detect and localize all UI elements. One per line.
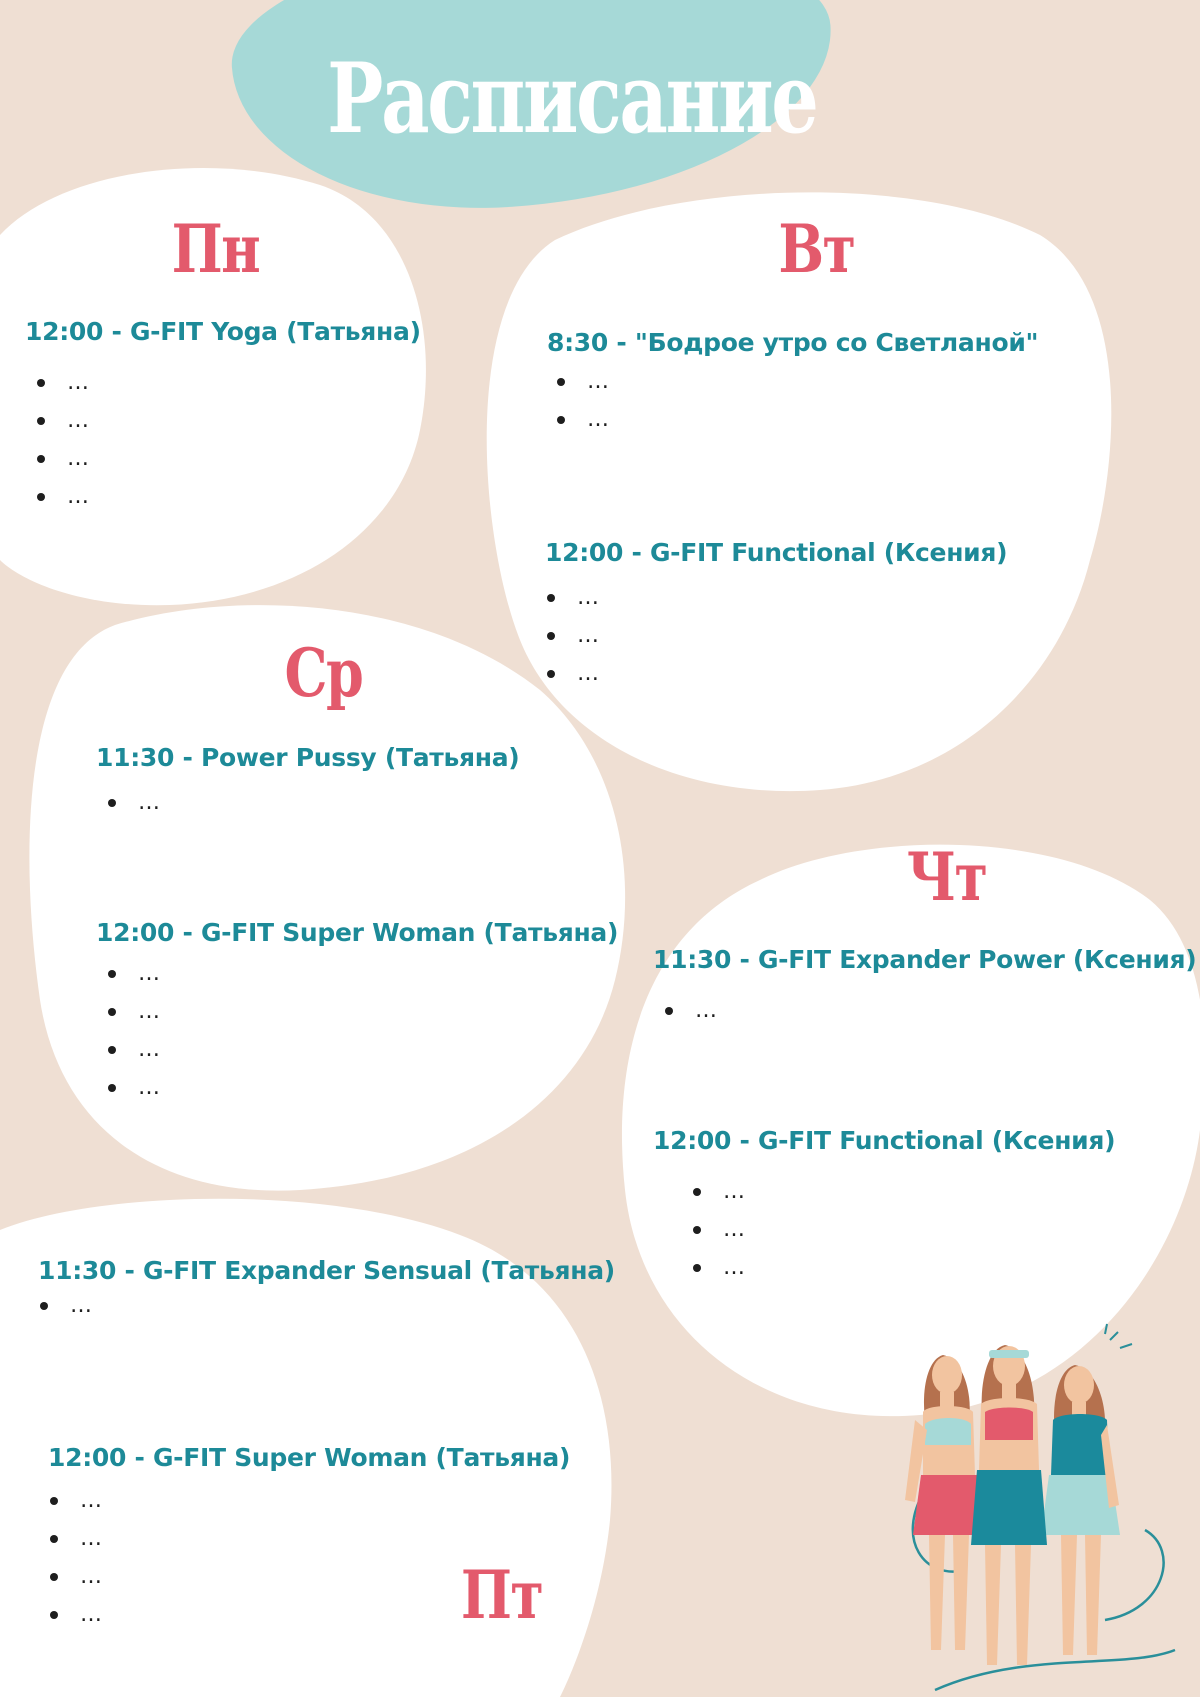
list-item: … bbox=[48, 1482, 638, 1520]
list-item: … bbox=[48, 1558, 638, 1596]
session-heading: 12:00 - G-FIT Super Woman (Татьяна) bbox=[96, 918, 619, 947]
thursday-session-1 bbox=[653, 945, 1196, 1030]
friday-session-1 bbox=[38, 1256, 615, 1325]
list-item: … bbox=[106, 993, 646, 1031]
list-item: … bbox=[38, 1287, 578, 1325]
tuesday-session-1 bbox=[547, 328, 1155, 439]
session-heading: 12:00 - G-FIT Functional (Ксения) bbox=[653, 1126, 1116, 1155]
session-heading: 8:30 - "Бодрое утро со Светланой" bbox=[547, 328, 1039, 357]
list-item: … bbox=[663, 992, 1163, 1030]
thursday-session-2 bbox=[653, 1126, 1131, 1287]
list-item: … bbox=[106, 1031, 646, 1069]
day-label-wed: Ср bbox=[284, 634, 363, 712]
list-item: … bbox=[691, 1173, 1131, 1211]
day-label-tue: Вт bbox=[778, 210, 855, 288]
day-label-fri: Пт bbox=[460, 1556, 543, 1634]
list-item: … bbox=[35, 440, 505, 478]
session-heading: 12:00 - G-FIT Super Woman (Татьяна) bbox=[48, 1443, 571, 1472]
list-item: … bbox=[691, 1249, 1131, 1287]
list-item: … bbox=[48, 1596, 638, 1634]
session-heading: 11:30 - G-FIT Expander Power (Ксения) bbox=[653, 945, 1197, 974]
friday-session-2 bbox=[48, 1443, 638, 1634]
tuesday-session-2 bbox=[545, 538, 1007, 693]
three-women-illustration bbox=[905, 1320, 1185, 1697]
list-item: … bbox=[35, 478, 505, 516]
wednesday-session-2 bbox=[96, 918, 646, 1107]
session-heading: 11:30 - Power Pussy (Татьяна) bbox=[96, 743, 520, 772]
day-label-thu: Чт bbox=[906, 838, 987, 916]
session-heading: 11:30 - G-FIT Expander Sensual (Татьяна) bbox=[38, 1256, 615, 1285]
wednesday-session-1 bbox=[96, 743, 556, 822]
list-item: … bbox=[106, 1069, 646, 1107]
list-item: … bbox=[555, 363, 1155, 401]
page-title: Расписание bbox=[327, 42, 817, 155]
list-item: … bbox=[35, 364, 505, 402]
session-heading: 12:00 - G-FIT Yoga (Татьяна) bbox=[25, 317, 421, 346]
list-item: … bbox=[545, 655, 1007, 693]
list-item: … bbox=[106, 784, 556, 822]
list-item: … bbox=[691, 1211, 1131, 1249]
list-item: … bbox=[35, 402, 505, 440]
list-item: … bbox=[545, 579, 1007, 617]
monday-session-1 bbox=[25, 317, 505, 516]
list-item: … bbox=[545, 617, 1007, 655]
list-item: … bbox=[48, 1520, 638, 1558]
list-item: … bbox=[106, 955, 646, 993]
session-heading: 12:00 - G-FIT Functional (Ксения) bbox=[545, 538, 1008, 567]
list-item: … bbox=[555, 401, 1155, 439]
day-label-mon: Пн bbox=[171, 210, 260, 288]
